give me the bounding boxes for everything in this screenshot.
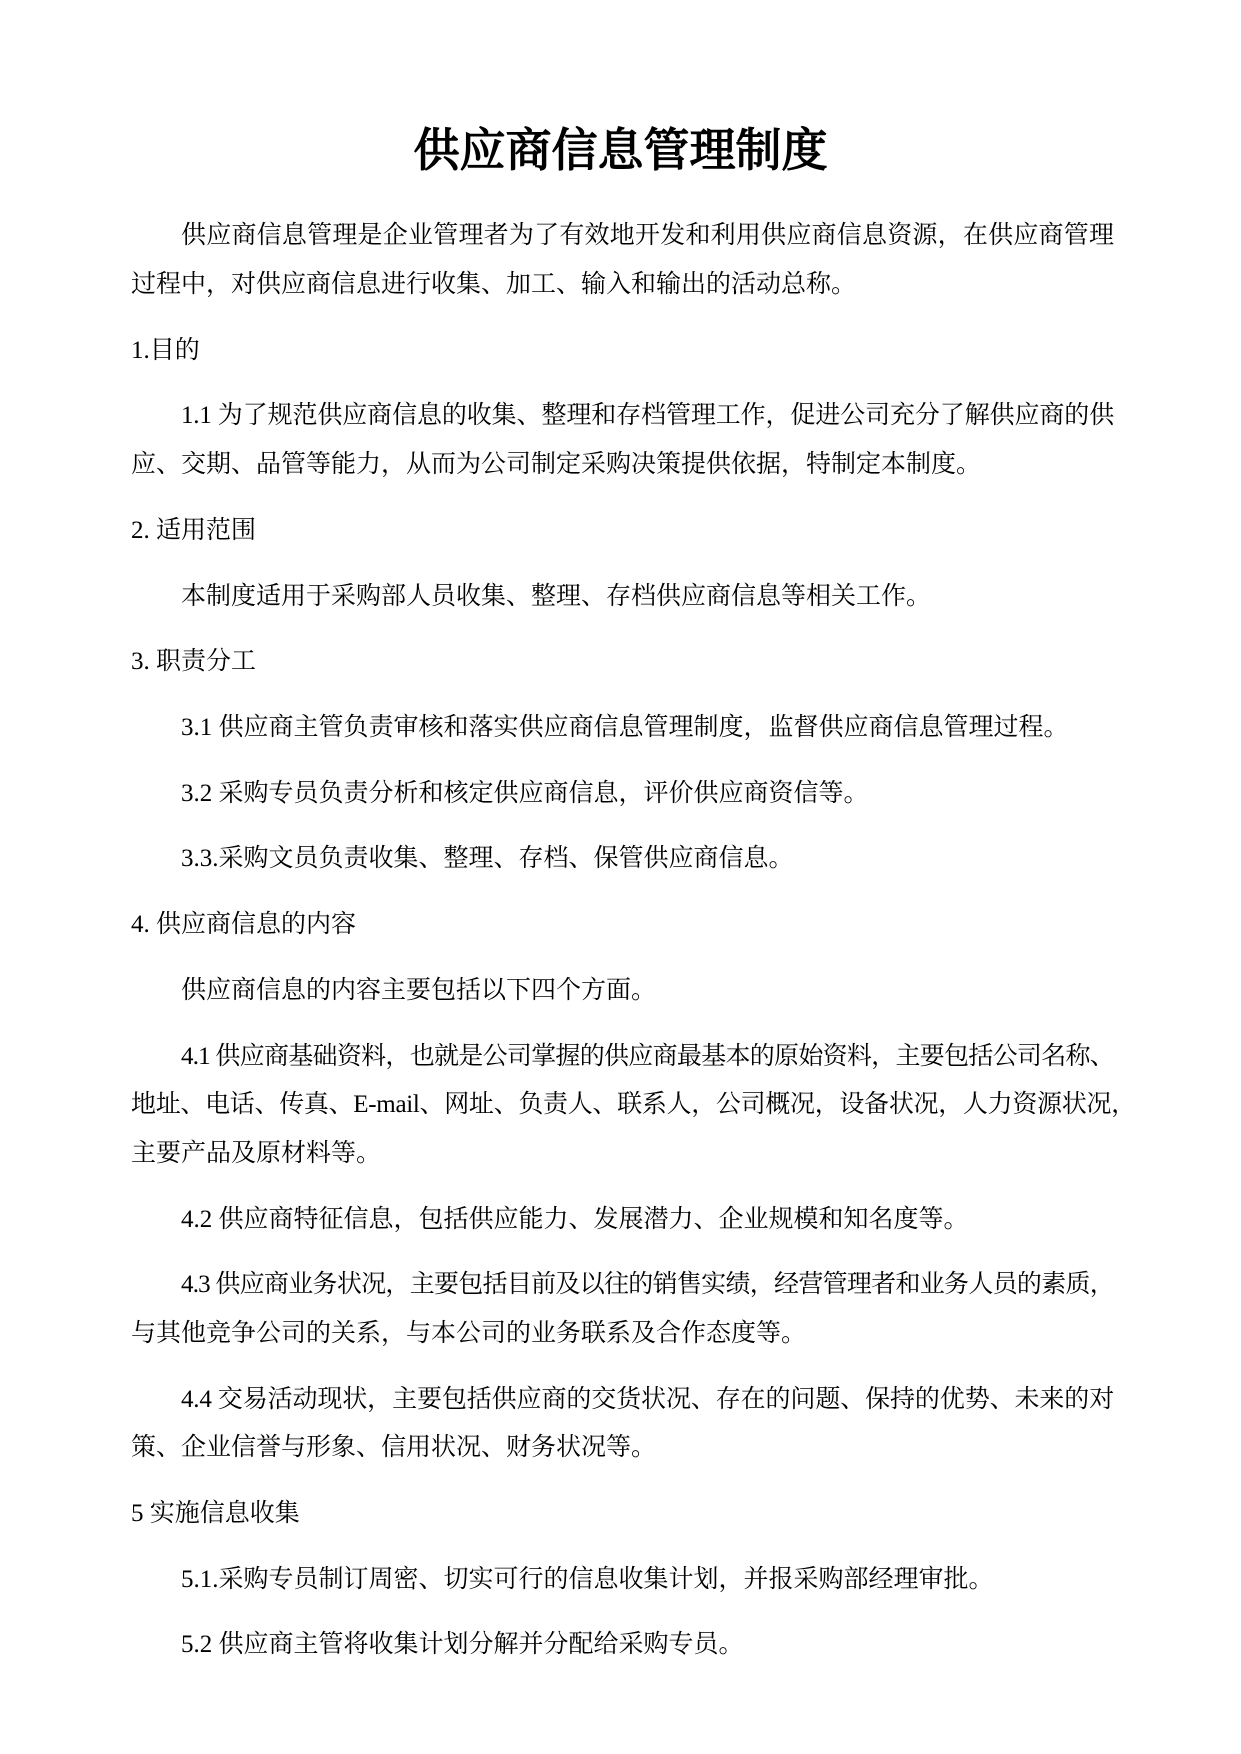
paragraph-line: 本制度适用于采购部人员收集、整理、存档供应商信息等相关工作。 <box>181 582 932 610</box>
paragraph-line: 4.3 供应商业务状况，主要包括目前及以往的销售实绩，经营管理者和业务人员的素质， <box>181 1271 1114 1299</box>
document-title: 供应商信息管理制度 <box>413 125 828 176</box>
section-heading: 1.目的 <box>131 336 200 364</box>
clause-3-2 <box>131 770 1114 819</box>
scope-paragraph <box>131 573 1114 622</box>
paragraph-line: 3.3.采购文员负责收集、整理、存档、保管供应商信息。 <box>181 845 794 873</box>
section-heading: 2. 适用范围 <box>131 516 257 544</box>
paragraph-line: 5.2 供应商主管将收集计划分解并分配给采购专员。 <box>181 1631 744 1659</box>
paragraph-line: 与其他竞争公司的关系，与本公司的业务联系及合作态度等。 <box>131 1319 807 1347</box>
section-heading: 4. 供应商信息的内容 <box>131 911 357 939</box>
paragraph-line: 4.4 交易活动现状，主要包括供应商的交货状况、存在的问题、保持的优势、未来的对 <box>181 1385 1114 1413</box>
paragraph-line: 过程中，对供应商信息进行收集、加工、输入和输出的活动总称。 <box>131 270 857 298</box>
document-body <box>131 212 1136 1670</box>
section-scope <box>131 507 1114 621</box>
paragraph-line: 供应商信息管理是企业管理者为了有效地开发和利用供应商信息资源，在供应商管理 <box>181 222 1114 250</box>
clause-5-1 <box>131 1556 1114 1605</box>
section-heading: 3. 职责分工 <box>131 648 257 676</box>
clause-4-3 <box>131 1261 1114 1358</box>
clause-1-1 <box>131 392 1114 489</box>
section-4-intro <box>131 967 1114 1016</box>
paragraph-line: 应、交期、品管等能力，从而为公司制定采购决策提供依据，特制定本制度。 <box>131 451 982 479</box>
section-purpose <box>131 327 1114 490</box>
paragraph-line: 主要产品及原材料等。 <box>131 1139 382 1167</box>
paragraph-line: 3.1 供应商主管负责审核和落实供应商信息管理制度，监督供应商信息管理过程。 <box>181 713 1069 741</box>
clause-3-1 <box>131 704 1114 753</box>
clause-5-2 <box>131 1621 1114 1670</box>
intro-paragraph <box>131 212 1114 309</box>
section-info-collection <box>131 1490 1114 1670</box>
paragraph-line: 供应商信息的内容主要包括以下四个方面。 <box>181 976 657 1004</box>
paragraph-line: 策、企业信誉与形象、信用状况、财务状况等。 <box>131 1434 657 1462</box>
clause-4-1 <box>131 1033 1136 1179</box>
paragraph-line: 4.2 供应商特征信息，包括供应能力、发展潜力、企业规模和知名度等。 <box>181 1205 969 1233</box>
paragraph-line: 3.2 采购专员负责分析和核定供应商信息，评价供应商资信等。 <box>181 779 869 807</box>
section-heading: 5 实施信息收集 <box>131 1499 300 1527</box>
section-supplier-info-content <box>131 901 1136 1473</box>
clause-4-4 <box>131 1376 1114 1473</box>
clause-4-2 <box>131 1196 1114 1245</box>
paragraph-line: 4.1 供应商基础资料，也就是公司掌握的供应商最基本的原始资料，主要包括公司名称、 <box>181 1042 1114 1070</box>
clause-3-3 <box>131 835 1114 884</box>
paragraph-line: 1.1 为了规范供应商信息的收集、整理和存档管理工作，促进公司充分了解供应商的供 <box>181 402 1114 430</box>
paragraph-line: 5.1.采购专员制订周密、切实可行的信息收集计划，并报采购部经理审批。 <box>181 1565 994 1593</box>
section-responsibilities <box>131 638 1114 884</box>
paragraph-line: 地址、电话、传真、E-mail、网址、负责人、联系人，公司概况，设备状况，人力资源状况， <box>131 1091 1136 1119</box>
